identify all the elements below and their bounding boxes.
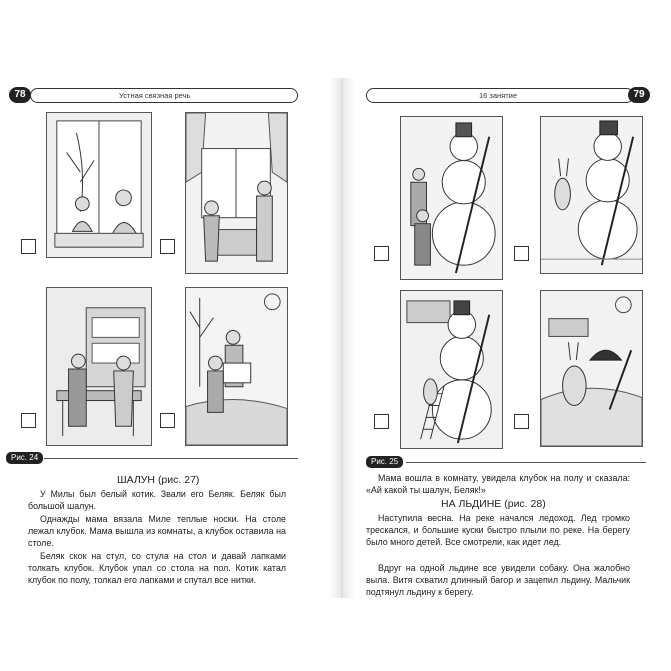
figure-label-right: Рис. 25 [366,456,403,468]
story-paragraph-left-2: Однажды мама вязала Миле теплые носки. На столе лежал клубок. Мама вышла из комнаты, а клубок оставила на столе. [28,514,286,548]
header-bar-left [30,88,298,103]
header-bar-right [366,88,634,103]
checkbox-picture-2[interactable] [160,239,175,254]
figure-label-left: Рис. 24 [6,452,43,464]
figure-rule-right [406,462,646,463]
page-number-right: 79 [628,87,650,103]
story-title-text: ШАЛУН [117,474,156,486]
book-gutter [329,78,355,598]
story-title-text: НА ЛЬДИНЕ [441,498,502,510]
story-title-right [441,498,546,510]
picture-children-opening-window [185,112,288,274]
story-paragraph-right-1: Наступила весна. На реке начался ледоход. Лед громко трескался, и большие куски быстро плыли по реке. На берегу было много детей. Все смотрели, как идет лед. [366,513,630,547]
story-title-left [117,474,199,486]
story-paragraph-left-3: Беляк скок на стул, со стула на стол и давай лапками толкать клубок. Клубок упал со стола на пол. Котик катал клубок по полу, толкал его лапками и спутал все нитки. [28,551,286,585]
picture-hare-climbs-ladder-snowman [400,290,503,449]
figure-rule-left [44,458,298,459]
story-figure-ref: (рис. 27) [157,474,200,486]
picture-hare-eats-carrot [540,290,643,447]
story-paragraph-left-1: У Милы был белый котик. Звали его Беляк. Беляк был большой шалун. [28,489,286,511]
story-intro-right: Мама вошла в комнату, увидела клубок на полу и сказала: «Ай какой ты шалун, Беляк!» [366,473,630,495]
checkbox-picture-1[interactable] [21,239,36,254]
picture-children-in-spring-yard [185,287,288,446]
checkbox-picture-4[interactable] [160,413,175,428]
checkbox-picture-6[interactable] [514,246,529,261]
header-title-left: Устная связная речь [119,91,191,100]
checkbox-picture-3[interactable] [21,413,36,428]
page-number-left: 78 [9,87,31,103]
checkbox-picture-5[interactable] [374,246,389,261]
story-figure-ref: (рис. 28) [504,498,546,510]
picture-children-at-table [46,287,152,446]
checkbox-picture-8[interactable] [514,414,529,429]
picture-children-building-snowman [400,116,503,280]
picture-hare-near-snowman [540,116,643,274]
header-title-right: 16 занятие [479,91,518,100]
checkbox-picture-7[interactable] [374,414,389,429]
story-paragraph-right-2: Вдруг на одной льдине все увидели собаку. Она жалобно выла. Витя схватил длинный багор и зацепил льдину. Мальчик подтянул льдину к берегу. [366,563,630,597]
picture-children-at-window [46,112,152,258]
